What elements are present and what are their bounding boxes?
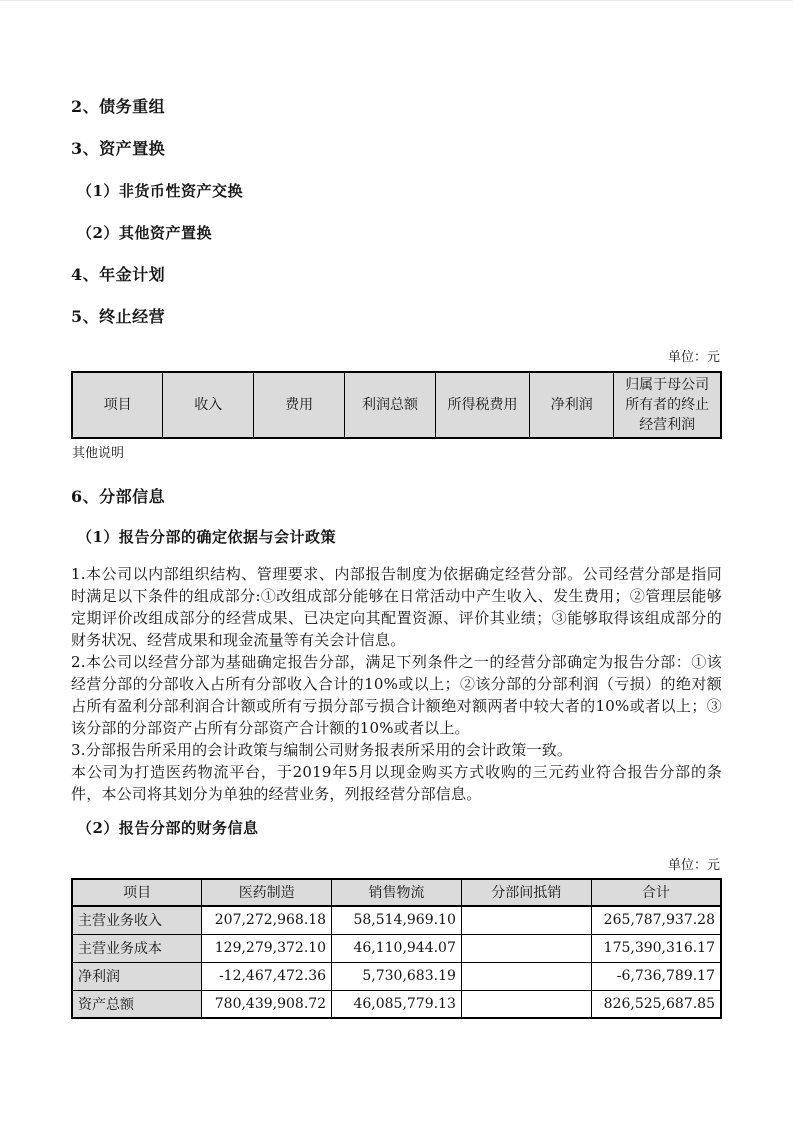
cell-value: 129,279,372.10 (202, 934, 332, 962)
paragraph-sanyuan-acquisition: 本公司为打造医药物流平台，于2019年5月以现金购买方式收购的三元药业符合报告分部的条件，本公司将其划分为单独的经营业务，列报经营分部信息。 (71, 763, 722, 803)
heading-asset-swap: 3、资产置换 (71, 139, 166, 158)
table-row (72, 934, 721, 962)
segment-policy-paragraphs (71, 563, 722, 805)
col-header-item: 项目 (72, 879, 202, 906)
cell-value (461, 962, 591, 990)
cell-value: 207,272,968.18 (202, 906, 332, 934)
discontinued-operations-table (71, 371, 722, 439)
table-row (72, 962, 721, 990)
cell-value: 46,085,779.13 (332, 990, 462, 1018)
table-row (72, 906, 721, 934)
cell-value: 175,390,316.17 (591, 934, 721, 962)
col-header-pharma-manufacturing: 医药制造 (202, 879, 332, 906)
unit-label-segment: 单位：元 (667, 858, 720, 873)
document-content (0, 1, 793, 1019)
row-label-main-revenue: 主营业务收入 (72, 906, 202, 934)
cell-value: 58,514,969.10 (332, 906, 462, 934)
heading-segment-financials: （2）报告分部的财务信息 (77, 819, 259, 837)
row-label-main-cost: 主营业务成本 (72, 934, 202, 962)
col-header-income: 收入 (163, 372, 254, 438)
unit-label-discontinued: 单位：元 (667, 350, 720, 365)
table-header-row (72, 879, 721, 906)
cell-value (461, 906, 591, 934)
col-header-item: 项目 (72, 372, 163, 438)
row-label-total-assets: 资产总额 (72, 990, 202, 1018)
segment-financials-table (71, 878, 722, 1019)
paragraph-accounting-policy-consistency: 3.分部报告所采用的会计政策与编制公司财务报表所采用的会计政策一致。 (71, 741, 573, 759)
cell-value: 46,110,944.07 (332, 934, 462, 962)
paragraph-segment-definition: 1.本公司以内部组织结构、管理要求、内部报告制度为依据确定经营分部。公司经营分部是指同时满足以下条件的组成部分:①改组成部分能够在日常活动中产生收入、发生费用；②管理层能够定期评价改组成部分的经营成果、已决定向其配置资源、评价其业绩；③能够取得该组成部分的财务状况、经营成果和现金流量等有关会计信息。 (71, 565, 722, 649)
col-header-expense: 费用 (254, 372, 345, 438)
heading-segment-basis: （1）报告分部的确定依据与会计政策 (77, 528, 336, 546)
heading-segment-info: 6、分部信息 (71, 487, 166, 506)
heading-debt-restructuring: 2、债务重组 (71, 97, 166, 116)
heading-other-asset-swap: （2）其他资产置换 (77, 224, 212, 242)
col-header-net-profit: 净利润 (530, 372, 614, 438)
heading-annuity-plan: 4、年金计划 (71, 265, 166, 284)
col-header-parent-discontinued-profit: 归属于母公司所有者的终止经营利润 (614, 372, 721, 438)
cell-value (461, 934, 591, 962)
col-header-sales-logistics: 销售物流 (332, 879, 462, 906)
heading-nonmonetary-swap: （1）非货币性资产交换 (77, 182, 243, 200)
cell-value: 265,787,937.28 (591, 906, 721, 934)
heading-discontinued-operations: 5、终止经营 (71, 307, 166, 326)
table-note-other-notes: 其他说明 (72, 446, 125, 461)
cell-value (461, 990, 591, 1018)
col-header-income-tax: 所得税费用 (435, 372, 529, 438)
col-header-total: 合计 (591, 879, 721, 906)
table-header-row (72, 372, 721, 438)
paragraph-reporting-segment-criteria: 2.本公司以经营分部为基础确定报告分部，满足下列条件之一的经营分部确定为报告分部：①该经营分部的分部收入占所有分部收入合计的10%或以上；②该分部的分部利润（亏损）的绝对额占所有盈利分部利润合计额或所有亏损分部亏损合计额绝对额两者中较大者的10%或者以上；③该分部的分部资产占所有分部资产合计额的10%或者以上。 (71, 653, 722, 737)
cell-value: 780,439,908.72 (202, 990, 332, 1018)
cell-value: -6,736,789.17 (591, 962, 721, 990)
table-row (72, 990, 721, 1018)
col-header-intersegment-elimination: 分部间抵销 (461, 879, 591, 906)
cell-value: 5,730,683.19 (332, 962, 462, 990)
col-header-total-profit: 利润总额 (345, 372, 436, 438)
cell-value: -12,467,472.36 (202, 962, 332, 990)
row-label-net-profit: 净利润 (72, 962, 202, 990)
cell-value: 826,525,687.85 (591, 990, 721, 1018)
